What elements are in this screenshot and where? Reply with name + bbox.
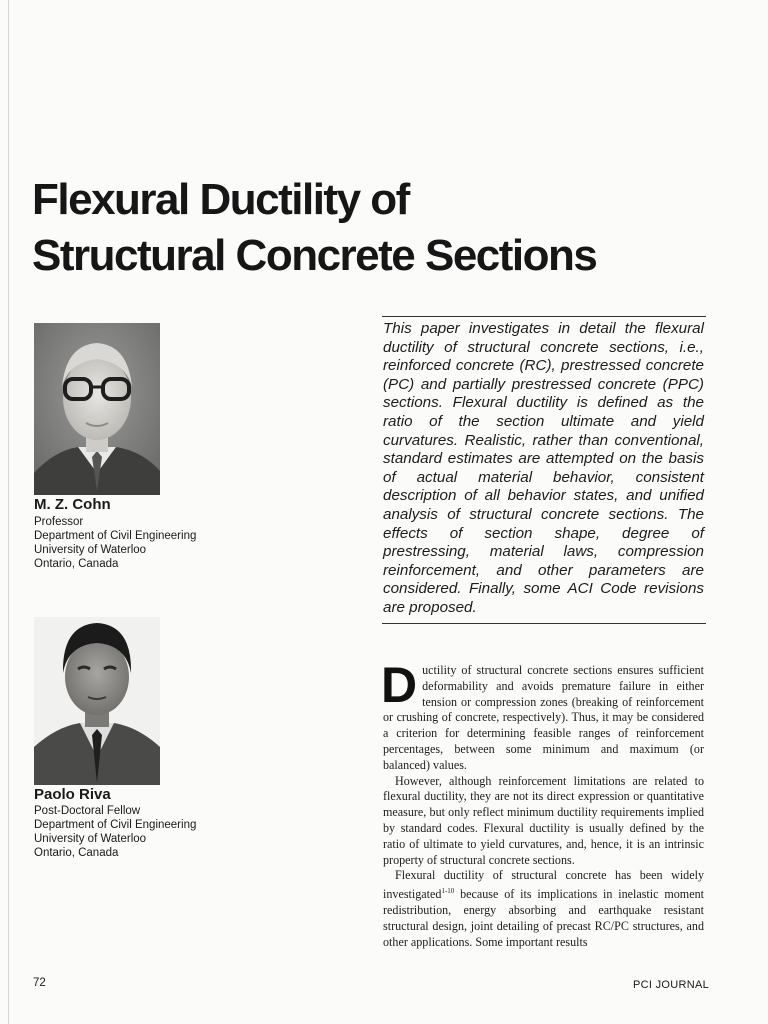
- author-title: Professor: [34, 516, 84, 528]
- body-paragraph-2: However, although reinforcement limitations are related to flexural ductility, they are not its direct expression or quantitative measure, but only reflect minimum ductility requirements implied by standard codes. Flexural ductility is usually defined by the ratio of ultimate to yield curvatures, and, hence, it is an intrinsic property of structural concrete sections.: [383, 773, 704, 867]
- drop-cap: D: [381, 657, 418, 713]
- author-location: Ontario, Canada: [34, 558, 119, 570]
- author-department: Department of Civil Engineering: [34, 819, 197, 831]
- author-affiliation-riva: [34, 804, 196, 860]
- body-paragraph-3: [383, 868, 704, 950]
- author-title: Post-Doctoral Fellow: [34, 805, 141, 817]
- author-name-cohn: M. Z. Cohn: [34, 496, 111, 513]
- page-number: 72: [33, 977, 46, 989]
- author-department: Department of Civil Engineering: [34, 530, 197, 542]
- author-photo-cohn: [34, 323, 160, 495]
- journal-name: PCI JOURNAL: [633, 979, 710, 991]
- author-location: Ontario, Canada: [34, 847, 119, 859]
- paragraph-1-text: uctility of structural concrete sections ensures sufficient deformability and avoids premature failure in either tension or compression zones (breaking of reinforcement or crushing of concrete, respectively). Thus, it may be considered a criterion for determining feasible ranges of reinforcement percentages, between some minimum and maximum (or balanced) values.: [383, 663, 704, 772]
- article-title: [32, 172, 732, 284]
- page-edge: [8, 0, 9, 1024]
- body-paragraph-1: [381, 657, 704, 774]
- paragraph-3-text-end: because of its implications in inelastic moment redistribution, energy absorbing and earthquake resistant structural design, joint detailing of precast RC/PC structures, and other applications. Some important results: [383, 887, 704, 949]
- author-university: University of Waterloo: [34, 544, 147, 556]
- citation-superscript: 1-10: [441, 887, 455, 896]
- portrait-riva-image: [34, 617, 160, 785]
- title-line-2: Structural Concrete Sections: [32, 231, 597, 280]
- author-affiliation-cohn: [34, 515, 196, 571]
- body-text: [381, 657, 704, 950]
- portrait-cohn-image: [34, 323, 160, 495]
- author-university: University of Waterloo: [34, 833, 147, 845]
- paragraph-3-text-start: Flexural ductility of structural concrete has been widely investigated: [383, 868, 704, 902]
- author-name-riva: Paolo Riva: [34, 786, 111, 803]
- abstract-text: This paper investigates in detail the flexural ductility of structural concrete sections, i.e., reinforced concrete (RC), prestressed concrete (PC) and partially prestressed concrete (PPC) sections. Flexural ductility is defined as the ratio of the section ultimate and yield curvatures. Realistic, rather than conventional, standard estimates are attempted on the basis of actual material behavior, consistent description of all behavior states, and unified analysis of structural concrete sections. The effects of section shape, degree of prestressing, material laws, compression reinforcement, and other parameters are considered. Finally, some ACI Code revisions are proposed.: [383, 320, 704, 616]
- title-line-1: Flexural Ductility of: [32, 175, 409, 224]
- author-photo-riva: [34, 617, 160, 785]
